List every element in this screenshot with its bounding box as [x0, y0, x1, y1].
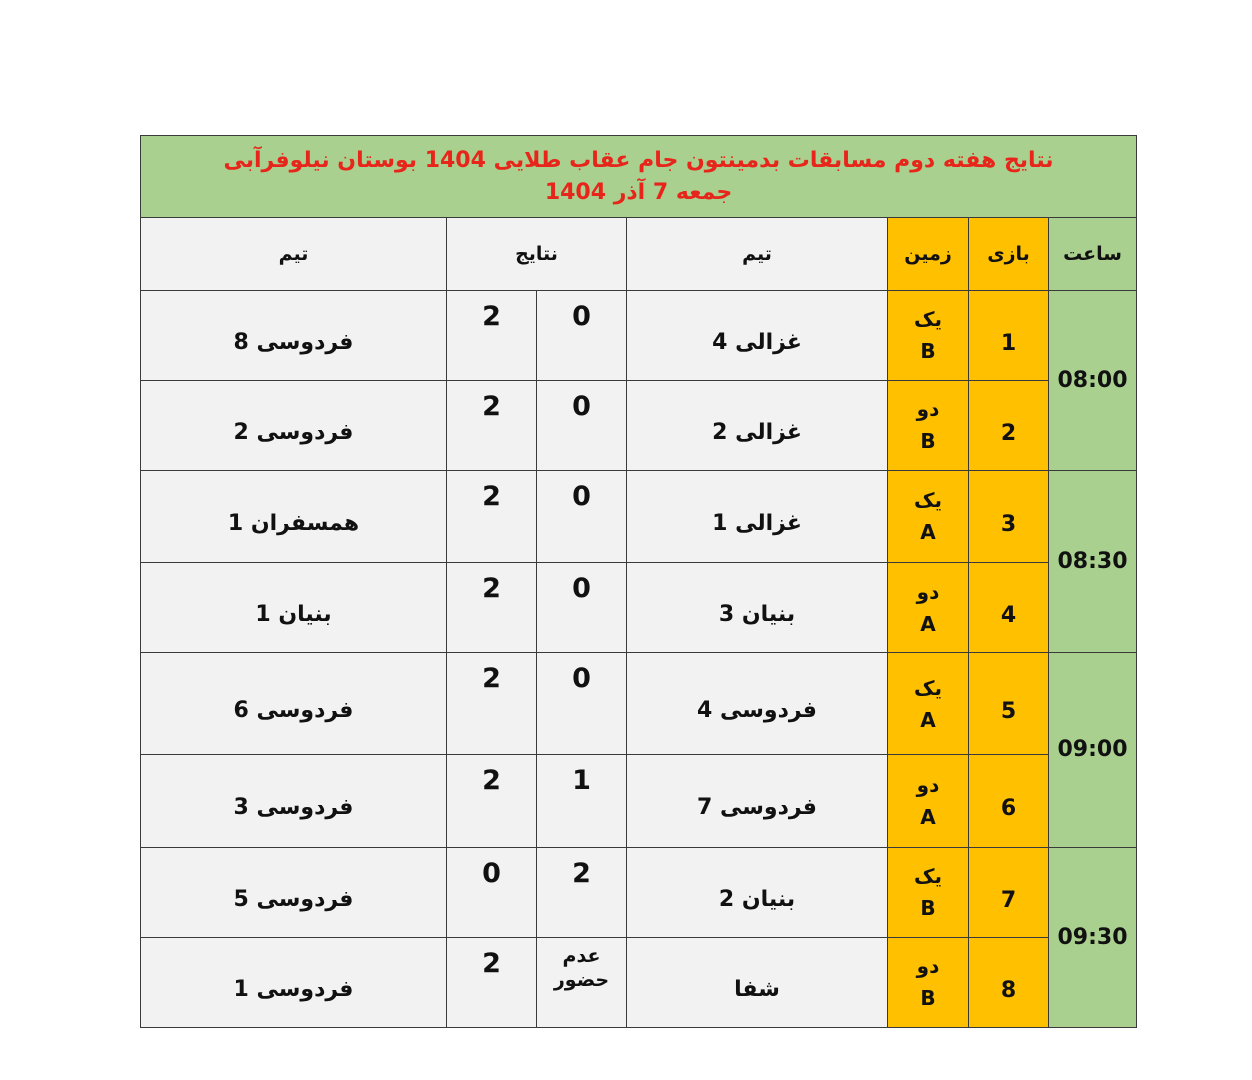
game-number: 6	[1000, 796, 1017, 822]
time-slot-cell	[1049, 291, 1137, 470]
team-a-cell	[627, 653, 888, 755]
table-row	[141, 470, 1137, 562]
court-group: A	[920, 804, 936, 829]
score-b: 0	[482, 857, 501, 889]
court-cell	[888, 380, 969, 470]
score-a-cell	[537, 937, 627, 1027]
title-cell	[141, 136, 1137, 218]
team-a-cell	[627, 562, 888, 652]
court-cell	[888, 470, 969, 562]
game-number: 7	[1000, 887, 1017, 913]
table-row	[141, 937, 1137, 1027]
team-a-cell	[627, 470, 888, 562]
team-a-cell	[627, 847, 888, 937]
team-a-name: بنیان 3	[718, 602, 796, 627]
court-group: B	[920, 339, 936, 364]
team-a-name: غزالی 4	[712, 329, 802, 355]
team-a-name: غزالی 2	[712, 419, 802, 445]
court-label	[888, 672, 968, 736]
score-a-cell	[537, 847, 627, 937]
score-b-cell	[447, 847, 537, 937]
score-a-cell	[537, 653, 627, 755]
team-b-cell	[141, 653, 447, 755]
score-a: عدم حضور	[553, 944, 610, 991]
table-row	[141, 847, 1137, 937]
time-slot: 09:00	[1057, 737, 1128, 763]
court-cell	[888, 562, 969, 652]
team-b-name: همسفران 1	[227, 510, 360, 536]
results-sheet	[140, 135, 1136, 1028]
court-cell	[888, 847, 969, 937]
score-b-cell	[447, 653, 537, 755]
team-b-name: فردوسی 6	[233, 698, 354, 724]
time-slot-cell	[1049, 847, 1137, 1027]
court-cell	[888, 653, 969, 755]
score-a-cell	[537, 291, 627, 380]
team-b-name: فردوسی 1	[233, 976, 354, 1002]
team-a-cell	[627, 755, 888, 847]
score-a: 0	[572, 480, 591, 512]
score-b: 2	[482, 663, 501, 695]
court-label	[888, 576, 968, 640]
court-group: B	[920, 429, 936, 454]
time-slot-cell	[1049, 653, 1137, 847]
table-row	[141, 755, 1137, 847]
team-b-cell	[141, 562, 447, 652]
court-label	[888, 769, 968, 833]
header-team-left: تیم	[141, 218, 447, 291]
header-time: ساعت	[1049, 218, 1137, 291]
time-slot: 08:00	[1057, 368, 1128, 394]
court-label	[888, 860, 968, 924]
team-b-cell	[141, 470, 447, 562]
table-row	[141, 291, 1137, 380]
court-number: یک	[914, 675, 942, 700]
team-b-name: فردوسی 3	[233, 795, 354, 821]
court-group: B	[920, 896, 936, 921]
score-a: 0	[572, 663, 591, 695]
team-a-cell	[627, 937, 888, 1027]
score-b-cell	[447, 291, 537, 380]
score-b: 2	[482, 765, 501, 797]
score-b-cell	[447, 562, 537, 652]
team-b-cell	[141, 847, 447, 937]
court-label	[888, 950, 968, 1014]
score-b-cell	[447, 755, 537, 847]
team-b-name: بنیان 1	[255, 602, 332, 627]
court-number: دو	[916, 954, 940, 979]
team-a-cell	[627, 380, 888, 470]
team-b-cell	[141, 937, 447, 1027]
game-number: 3	[1000, 511, 1017, 537]
score-a: 2	[572, 857, 591, 889]
team-b-name: فردوسی 2	[233, 419, 354, 445]
score-b: 2	[482, 390, 501, 422]
score-b: 2	[482, 301, 501, 333]
court-number: دو	[916, 579, 940, 604]
time-slot: 09:30	[1057, 924, 1128, 950]
game-number: 1	[1000, 330, 1017, 356]
score-b-cell	[447, 380, 537, 470]
court-cell	[888, 755, 969, 847]
header-results: نتایج	[447, 218, 627, 291]
team-a-name: بنیان 2	[718, 886, 796, 912]
score-a-cell	[537, 755, 627, 847]
court-number: دو	[916, 397, 940, 422]
team-b-cell	[141, 380, 447, 470]
score-a: 0	[572, 390, 591, 422]
court-label	[888, 393, 968, 457]
header-court: زمین	[888, 218, 969, 291]
team-a-name: شفا	[734, 976, 780, 1002]
court-group: A	[920, 520, 936, 545]
game-number: 8	[1000, 977, 1017, 1003]
game-number: 5	[1000, 699, 1017, 725]
game-number: 4	[1000, 603, 1017, 628]
court-number: یک	[914, 488, 942, 513]
page-title: نتایج هفته دوم مسابقات بدمینتون جام عقاب طلایی 1404 بوستان نیلوفرآبی	[223, 147, 1054, 173]
court-group: A	[920, 611, 936, 636]
page-subtitle-date: جمعه 7 آذر 1404	[544, 179, 733, 205]
table-row	[141, 380, 1137, 470]
game-number-cell	[969, 755, 1049, 847]
score-b: 2	[482, 572, 501, 604]
court-cell	[888, 291, 969, 380]
score-a: 0	[572, 572, 591, 604]
time-slot-cell	[1049, 470, 1137, 652]
court-group: B	[920, 986, 936, 1011]
team-a-name: فردوسی 7	[697, 795, 817, 821]
header-game: بازی	[969, 218, 1049, 291]
team-a-cell	[627, 291, 888, 380]
game-number: 2	[1000, 420, 1017, 446]
score-a: 1	[572, 765, 591, 797]
game-number-cell	[969, 562, 1049, 652]
table-row	[141, 653, 1137, 755]
game-number-cell	[969, 847, 1049, 937]
score-a-cell	[537, 470, 627, 562]
team-a-name: فردوسی 4	[697, 698, 817, 724]
time-slot: 08:30	[1057, 548, 1128, 574]
score-b: 2	[482, 480, 501, 512]
team-b-cell	[141, 755, 447, 847]
court-cell	[888, 937, 969, 1027]
team-b-name: فردوسی 8	[233, 329, 354, 355]
table-row	[141, 562, 1137, 652]
game-number-cell	[969, 380, 1049, 470]
header-team-right: تیم	[627, 218, 888, 291]
court-label	[888, 484, 968, 548]
score-b: 2	[482, 947, 501, 979]
court-number: یک	[914, 307, 942, 332]
game-number-cell	[969, 470, 1049, 562]
results-table	[140, 135, 1137, 1028]
score-a: 0	[572, 301, 591, 333]
team-b-name: فردوسی 5	[233, 886, 354, 912]
game-number-cell	[969, 653, 1049, 755]
court-label	[888, 303, 968, 367]
score-a-cell	[537, 562, 627, 652]
team-b-cell	[141, 291, 447, 380]
court-number: دو	[916, 772, 940, 797]
score-b-cell	[447, 470, 537, 562]
court-group: A	[920, 707, 936, 732]
team-a-name: غزالی 1	[712, 510, 802, 536]
game-number-cell	[969, 291, 1049, 380]
score-b-cell	[447, 937, 537, 1027]
game-number-cell	[969, 937, 1049, 1027]
court-number: یک	[914, 864, 942, 889]
score-a-cell	[537, 380, 627, 470]
